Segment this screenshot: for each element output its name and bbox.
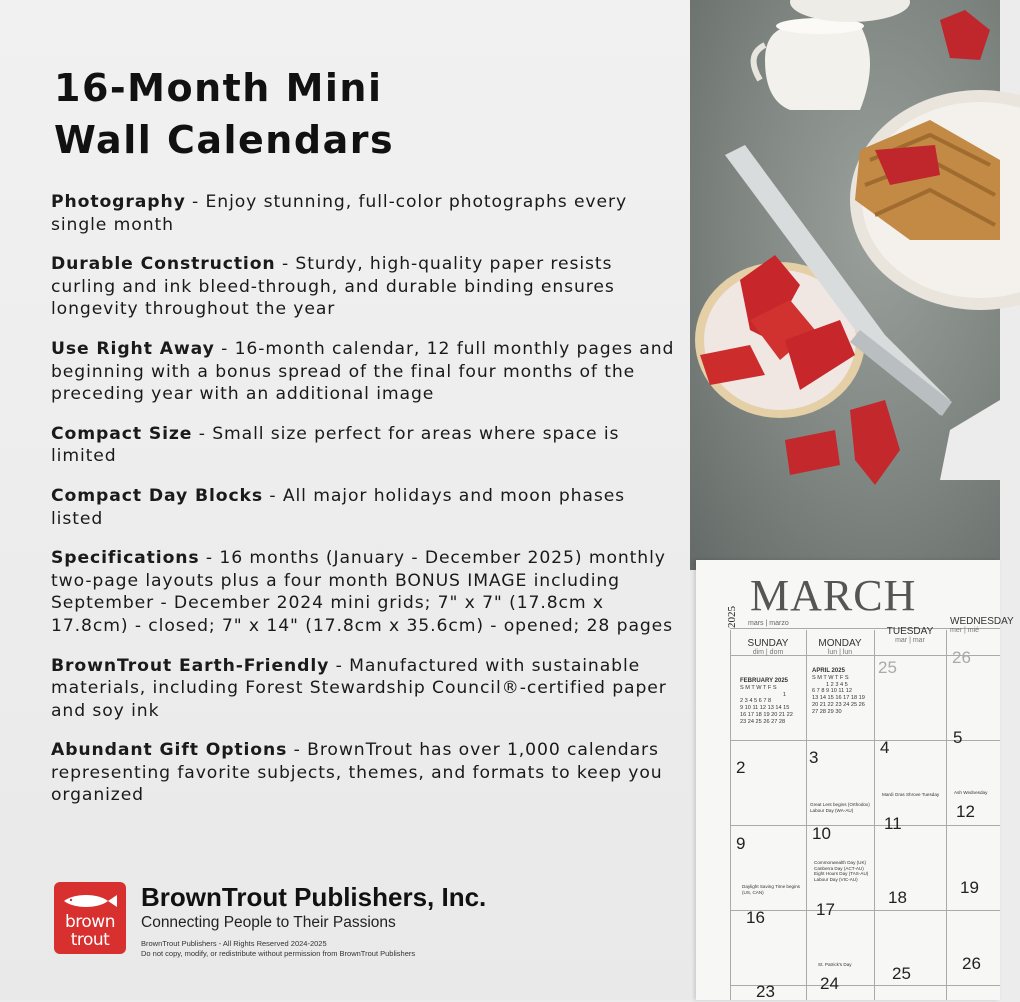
feature-text: - 16-month calendar, 12 full monthly pages and beginning with a bonus spread of the final four months of the preceding year with an additional image bbox=[51, 338, 675, 405]
mini-calendar-row: 27 28 29 30 bbox=[812, 708, 842, 715]
publisher-tagline: Connecting People to Their Passions bbox=[141, 914, 396, 931]
day-name: SUNDAY bbox=[747, 638, 789, 649]
mini-calendar-row: 1 bbox=[782, 691, 786, 698]
mini-calendar-row: 16 17 18 19 20 21 22 bbox=[740, 711, 793, 718]
grid-line bbox=[806, 630, 807, 1000]
napkin-shape bbox=[940, 400, 1000, 480]
day-name-sub: dim | dom bbox=[752, 649, 784, 656]
feature-name: BrownTrout Earth-Friendly bbox=[51, 655, 330, 676]
date-cell: 18 bbox=[888, 888, 907, 907]
date-cell: 9 bbox=[736, 834, 746, 853]
date-cell: 11 bbox=[884, 814, 902, 833]
holiday-note: Ash Wednesday bbox=[954, 790, 988, 795]
date-cell: 17 bbox=[816, 900, 835, 919]
calendar-month-subtitle: mars | marzo bbox=[748, 620, 789, 627]
feature-item bbox=[51, 253, 681, 321]
date-cell: 25 bbox=[892, 964, 911, 983]
photo-illustration bbox=[690, 0, 1000, 570]
date-prev-month: 25 bbox=[878, 658, 897, 677]
grid-line bbox=[874, 630, 875, 1000]
calendar-month-title: MARCH bbox=[750, 571, 917, 620]
feature-item bbox=[51, 338, 681, 406]
copyright-line-1: BrownTrout Publishers - All Rights Reserved 2024-2025 bbox=[141, 939, 327, 948]
waffles-photo bbox=[690, 0, 1000, 570]
date-cell: 4 bbox=[880, 738, 890, 757]
feature-text: - Small size perfect for areas where space is limited bbox=[51, 423, 620, 467]
grid-line bbox=[946, 630, 947, 1000]
day-header-monday bbox=[806, 638, 874, 656]
feature-text: - Sturdy, high-quality paper resists curling and ink bleed-through, and durable binding ensures longevity throughout the year bbox=[51, 254, 615, 320]
day-name: WEDNESDAY bbox=[950, 616, 1014, 627]
day-header-tuesday bbox=[874, 626, 946, 644]
date-cell: 24 bbox=[820, 974, 839, 993]
day-name-sub: lun | lun bbox=[827, 649, 853, 656]
day-name-sub: mer | mié bbox=[950, 627, 980, 634]
date-cell: 12 bbox=[956, 802, 975, 821]
mini-calendar-head: S M T W T F S bbox=[740, 684, 777, 691]
mini-calendar-row: 1 2 3 4 5 bbox=[826, 681, 848, 688]
grid-line bbox=[730, 630, 731, 1000]
mini-calendar-title: FEBRUARY 2025 bbox=[740, 678, 789, 684]
holiday-note: Great Lent begins (Orthodox) Labour Day (WA-AU) bbox=[810, 802, 870, 813]
mini-calendar-row: 13 14 15 16 17 18 19 bbox=[812, 695, 865, 702]
feature-text: - Manufactured with sustainable materials, including Forest Stewardship Council®-certified paper and soy ink bbox=[51, 655, 667, 721]
feature-name: Durable Construction bbox=[51, 254, 276, 275]
mini-calendar-row: 6 7 8 9 10 11 12 bbox=[812, 688, 853, 695]
day-name-sub: mar | mar bbox=[895, 637, 925, 644]
logo-text-brown: brown bbox=[65, 912, 115, 932]
date-cell: 2 bbox=[736, 758, 746, 777]
mini-calendar-title: APRIL 2025 bbox=[812, 668, 845, 674]
grid-line bbox=[730, 825, 1000, 826]
calendar-year: 2025 bbox=[726, 606, 738, 628]
date-cell: 10 bbox=[812, 824, 831, 843]
holiday-note: St. Patrick's Day bbox=[818, 962, 852, 967]
mini-calendar-february bbox=[740, 678, 793, 726]
feature-text: - All major holidays and moon phases listed bbox=[51, 485, 626, 529]
day-header-sunday bbox=[732, 638, 804, 656]
publisher-block bbox=[54, 882, 684, 962]
feature-list bbox=[51, 191, 681, 824]
title-line-1: 16-Month Mini bbox=[54, 66, 383, 110]
feature-item bbox=[51, 739, 681, 807]
feature-name: Compact Day Blocks bbox=[51, 485, 263, 506]
day-name: TUESDAY bbox=[886, 626, 934, 637]
feature-name: Abundant Gift Options bbox=[51, 740, 288, 761]
strawberry-shape bbox=[940, 10, 990, 60]
feature-text: - 16 months (January - December 2025) monthly two-page layouts plus a four month BONUS IMAGE including September - December 2024 mini grids; 7" x 7" (17.8cm x 17.8cm) - closed; 7" x 14" (17.8cm x 35.6cm) - opened; 28 pages bbox=[51, 548, 674, 636]
feature-item bbox=[51, 547, 681, 637]
trout-icon bbox=[62, 892, 118, 910]
day-header-wednesday bbox=[950, 616, 1020, 634]
date-cell: 26 bbox=[962, 954, 981, 973]
holiday-note: Daylight Saving Time begins (US, CAN) bbox=[742, 884, 800, 895]
mini-calendar-row: 2 3 4 5 6 7 8 bbox=[740, 698, 772, 705]
feature-item bbox=[51, 191, 681, 236]
mini-calendar-head: S M T W T F S bbox=[812, 674, 849, 681]
title-line-2: Wall Calendars bbox=[54, 118, 395, 162]
feature-item bbox=[51, 485, 681, 530]
feature-item bbox=[51, 423, 681, 468]
mini-calendar-april bbox=[812, 668, 865, 716]
date-prev-month: 26 bbox=[952, 648, 971, 667]
copyright-line-2: Do not copy, modify, or redistribute without permission from BrownTrout Publishers bbox=[141, 949, 416, 958]
feature-name: Photography bbox=[51, 192, 186, 212]
browntrout-logo bbox=[54, 882, 126, 954]
date-cell: 16 bbox=[746, 908, 765, 927]
page-title bbox=[54, 62, 394, 166]
date-cell: 19 bbox=[960, 878, 979, 897]
mini-calendar-row: 20 21 22 23 24 25 26 bbox=[812, 701, 865, 708]
mini-calendar-row: 9 10 11 12 13 14 15 bbox=[740, 705, 790, 712]
feature-name: Specifications bbox=[51, 548, 200, 569]
holiday-note: Mardi Gras Shrove Tuesday bbox=[882, 792, 940, 797]
publisher-name: BrownTrout Publishers, Inc. bbox=[141, 882, 487, 912]
feature-text: - BrownTrout has over 1,000 calendars representing favorite subjects, themes, and formats to keep you organized bbox=[51, 740, 663, 806]
date-cell: 3 bbox=[809, 748, 819, 767]
date-cell: 5 bbox=[953, 728, 963, 747]
feature-item bbox=[51, 655, 681, 723]
march-calendar-page bbox=[696, 560, 1014, 1001]
milk-jug-shape bbox=[765, 25, 870, 110]
mini-calendar-row: 23 24 25 26 27 28 bbox=[740, 718, 786, 725]
grid-line bbox=[730, 910, 1000, 911]
day-name: MONDAY bbox=[818, 638, 862, 649]
feature-name: Use Right Away bbox=[51, 338, 215, 359]
date-cell: 23 bbox=[756, 982, 775, 1001]
logo-text-trout: trout bbox=[70, 930, 110, 950]
feature-text: - Enjoy stunning, full-color photographs every single month bbox=[51, 192, 628, 235]
copyright-notice bbox=[141, 939, 415, 959]
holiday-note: Commonwealth Day (UK) Canberra Day (ACT-AU) Eight Hours Day (TAS-AU) Labour Day (VIC-AU) bbox=[814, 860, 869, 882]
feature-name: Compact Size bbox=[51, 423, 193, 444]
